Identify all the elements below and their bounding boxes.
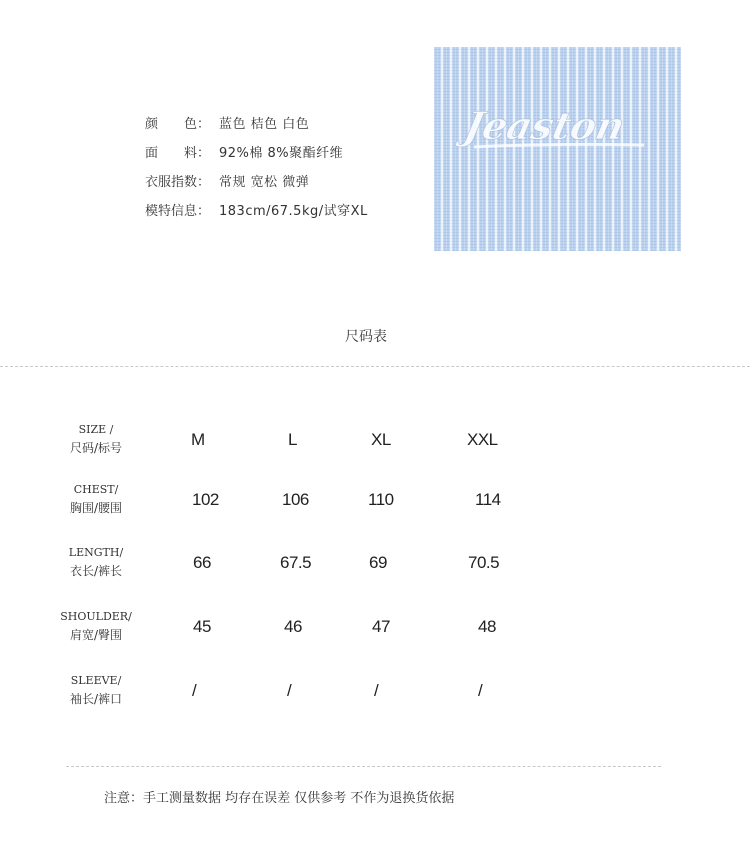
row-label-en: LENGTH/ [68, 546, 124, 559]
table-cell: / [478, 681, 483, 700]
row-label [50, 420, 142, 458]
table-cell: 69 [369, 553, 387, 572]
spec-row-fit-index [145, 171, 368, 200]
row-label [50, 480, 142, 518]
table-cell: XL [371, 430, 391, 449]
table-cell: 66 [193, 553, 211, 572]
embroidered-logo [434, 47, 681, 251]
row-label-cn: 衣长/裤长 [69, 564, 123, 578]
spec-label: 面 料： [145, 146, 211, 161]
table-cell: 46 [284, 617, 302, 636]
table-row [50, 607, 550, 651]
table-cell: / [287, 681, 292, 700]
table-cell: 48 [478, 617, 496, 636]
table-cell: 102 [192, 490, 219, 509]
table-row [50, 480, 550, 524]
row-label-en: SIZE / [78, 423, 114, 436]
spec-label: 颜 色： [145, 117, 211, 132]
row-label-en: SHOULDER/ [60, 610, 132, 623]
divider [66, 766, 661, 767]
spec-value: 183cm/67.5kg/试穿XL [219, 204, 368, 219]
logo-text: Jeaston [460, 104, 629, 149]
table-cell: 110 [368, 490, 394, 509]
table-cell: L [288, 430, 297, 449]
table-cell: 114 [475, 490, 501, 509]
table-cell: 47 [372, 617, 390, 636]
row-label-cn: 尺码/标号 [69, 441, 123, 455]
spec-row-color [145, 113, 368, 142]
spec-row-fabric [145, 142, 368, 171]
table-cell: / [192, 681, 197, 700]
table-cell: M [191, 430, 205, 449]
spec-label: 衣服指数： [145, 175, 211, 190]
spec-value: 92%棉 8%聚酯纤维 [219, 146, 344, 161]
spec-row-model-info [145, 200, 368, 229]
table-row [50, 671, 550, 715]
spec-label: 模特信息： [145, 204, 211, 219]
table-cell: 67.5 [280, 553, 312, 572]
table-cell: 106 [282, 490, 309, 509]
row-label-cn: 肩宽/臀围 [69, 628, 123, 642]
spec-value: 常规 宽松 微弹 [219, 175, 310, 190]
table-cell: 70.5 [468, 553, 500, 572]
measurement-note: 注意：手工测量数据 均存在误差 仅供参考 不作为退换货依据 [104, 791, 455, 806]
size-chart-title: 尺码表 [345, 329, 387, 345]
product-spec-list [145, 113, 368, 229]
table-cell: XXL [467, 430, 498, 449]
row-label [50, 607, 142, 645]
table-row [50, 420, 550, 464]
table-cell: / [374, 681, 379, 700]
row-label [50, 671, 142, 709]
spec-value: 蓝色 桔色 白色 [219, 117, 310, 132]
table-row [50, 543, 550, 587]
row-label [50, 543, 142, 581]
row-label-cn: 胸围/腰围 [69, 501, 123, 515]
row-label-cn: 袖长/裤口 [69, 692, 123, 706]
fabric-swatch-image [434, 47, 681, 251]
table-cell: 45 [193, 617, 211, 636]
row-label-en: CHEST/ [73, 483, 119, 496]
row-label-en: SLEEVE/ [70, 674, 122, 687]
divider [0, 366, 750, 367]
